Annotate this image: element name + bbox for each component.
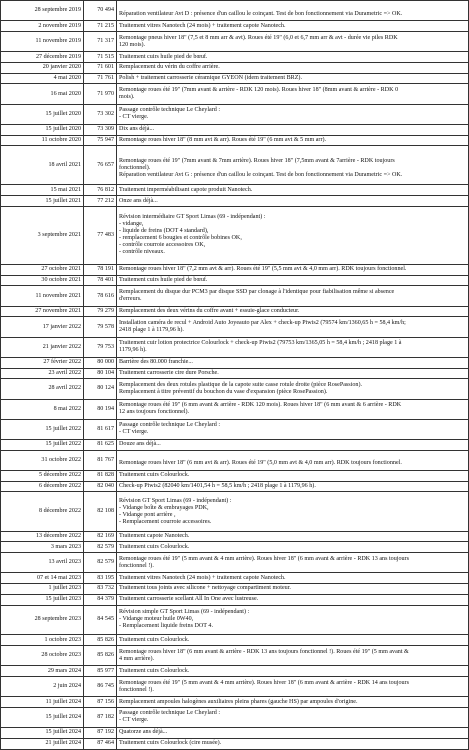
- log-row: [1, 635, 469, 646]
- log-row: [1, 439, 469, 450]
- log-date: 27 octobre 2021: [1, 264, 84, 275]
- log-description-line: Remontage roues été 19" (7mm avant & arrière - RDK 120 mois). Roues hiver 18" (8mm avant & arrière - RDK 0: [119, 87, 399, 94]
- log-description-line: - Vidange pont arrière ,: [119, 511, 176, 518]
- log-mileage: 76 657: [84, 146, 117, 185]
- log-description-line: - Vidange moteur huile 0W40,: [119, 616, 194, 623]
- log-mileage: 79 578: [84, 317, 117, 337]
- log-mileage: 87 156: [84, 697, 117, 708]
- log-mileage: 75 947: [84, 135, 117, 146]
- log-mileage: 80 194: [84, 399, 117, 419]
- log-description-line: Remontage roues été 19" (5 mm avant & 4 mm arrière). Roues hiver 18" (6 mm avant & arrière - RDK 13 ans toujours: [119, 555, 409, 562]
- log-date: 21 juillet 2024: [1, 738, 84, 749]
- log-mileage: 86 745: [84, 676, 117, 696]
- log-description-line: Onze ans déjà...: [119, 197, 158, 204]
- log-mileage: 78 191: [84, 264, 117, 275]
- log-row: [1, 470, 469, 481]
- log-date: 29 mars 2024: [1, 666, 84, 677]
- log-description-line: 4 mm arrière).: [119, 655, 155, 662]
- log-description-line: Remontage roues hiver 18" (8 mm avt & arr). Roues été 19" (6 mm avt & 5 mm arr).: [119, 137, 327, 144]
- log-date: 28 octobre 2023: [1, 645, 84, 665]
- log-row: [1, 264, 469, 275]
- log-row: [1, 337, 469, 357]
- log-description: [117, 419, 469, 439]
- log-date: 13 décembre 2022: [1, 531, 84, 542]
- log-description: [117, 450, 469, 470]
- log-mileage: 77 212: [84, 196, 117, 207]
- log-mileage: 82 108: [84, 492, 117, 531]
- log-mileage: 82 579: [84, 542, 117, 553]
- log-date: 8 mai 2022: [1, 399, 84, 419]
- log-row: [1, 207, 469, 265]
- log-date: 11 novembre 2019: [1, 31, 84, 51]
- log-mileage: 81 625: [84, 439, 117, 450]
- log-mileage: 85 977: [84, 666, 117, 677]
- log-mileage: 79 279: [84, 306, 117, 317]
- log-description-line: Passage contrôle technique Le Cheylard :: [119, 422, 221, 429]
- log-mileage: 84 545: [84, 605, 117, 635]
- log-description-line: Traitement cuir lotion protectrice Colourlock + check-up Piwis2 (79753 km/1365,05 h = 58,4 km/h ; 2418 plage 1 à: [119, 340, 402, 347]
- log-date: 11 octobre 2020: [1, 135, 84, 146]
- log-description-line: - Remplacement liquide freins DOT 4.: [119, 623, 213, 630]
- log-description: [117, 635, 469, 646]
- log-description-line: Remontage pneus hiver 18" (7,5 et 8 mm arr & avt). Roues été 19" (6,0 et 6,7 mm arr & avt - durée vie piles RDK: [119, 34, 398, 41]
- log-mileage: 83 195: [84, 573, 117, 584]
- log-description: [117, 379, 469, 399]
- log-description: [117, 605, 469, 635]
- log-description-line: Réparation ventilateur Avt D : présence d'un caillou le coinçant. Test de bon fonctionnement via Durametric => OK.: [119, 10, 403, 17]
- log-description: [117, 542, 469, 553]
- log-mileage: 82 040: [84, 481, 117, 492]
- log-description-line: Traitement cuirs Colourlock (cire musée).: [119, 740, 222, 747]
- log-description-line: Passage contrôle technique Le Cheylard :: [119, 107, 221, 114]
- log-description: [117, 52, 469, 63]
- log-mileage: 80 000: [84, 357, 117, 368]
- log-description: [117, 594, 469, 605]
- log-date: 28 avril 2022: [1, 379, 84, 399]
- log-description: [117, 21, 469, 32]
- log-description: [117, 666, 469, 677]
- log-row: [1, 368, 469, 379]
- log-description-line: Quatorze ans déjà...: [119, 729, 168, 736]
- log-description: [117, 264, 469, 275]
- log-description: [117, 124, 469, 135]
- log-description-line: Traitement cuirs Colourlock.: [119, 636, 190, 643]
- log-description-line: Révision simple GT Sport Limas (69 - indépendant) :: [119, 609, 250, 616]
- log-row: [1, 124, 469, 135]
- log-description-line: Remontage roues hiver 18" (6 mm avt & arr). Roues été 19" (5,0 mm avt & 4,0 mm arr). RDK toujours fonctionnel.: [119, 460, 402, 467]
- log-description-line: Traitement cuirs Colourlock.: [119, 543, 190, 550]
- log-mileage: 71 215: [84, 21, 117, 32]
- log-row: [1, 542, 469, 553]
- log-date: 20 janvier 2020: [1, 62, 84, 73]
- log-date: 11 novembre 2021: [1, 286, 84, 306]
- log-description-line: Traitement cuirs huile pied de bœuf.: [119, 53, 208, 60]
- log-row: [1, 146, 469, 185]
- log-description: [117, 707, 469, 727]
- log-description: [117, 306, 469, 317]
- log-description-line: Traitement vitres Nanotech (24 mois) + traitement capote Nanotech.: [119, 22, 286, 29]
- log-description-line: - Remplacement courroie accessoires.: [119, 518, 212, 525]
- log-row: [1, 399, 469, 419]
- log-row: [1, 379, 469, 399]
- log-row: [1, 666, 469, 677]
- log-description-line: Traitement cuirs huile pied de bœuf.: [119, 277, 208, 284]
- log-description: [117, 481, 469, 492]
- log-row: [1, 135, 469, 146]
- log-description: [117, 697, 469, 708]
- log-mileage: 71 601: [84, 62, 117, 73]
- log-row: [1, 492, 469, 531]
- log-date: 3 septembre 2021: [1, 207, 84, 265]
- log-description-line: Remontage roues été 19" (5 mm avant & 4 mm arrière). Roues hiver 18" (6 mm avant & arrière - RDK 14 ans toujours: [119, 679, 409, 686]
- log-row: [1, 84, 469, 104]
- log-date: 11 juillet 2024: [1, 697, 84, 708]
- log-description: [117, 286, 469, 306]
- log-description: [117, 645, 469, 665]
- log-row: [1, 645, 469, 665]
- log-date: 5 décembre 2022: [1, 470, 84, 481]
- log-description: [117, 185, 469, 196]
- log-description-line: Remontage roues hiver 18" (6 mm avant & arrière - RDK 13 ans toujours fonctionnel !). Roues été 19" (5 mm avant &: [119, 648, 409, 655]
- log-date: 28 septembre 2019: [1, 1, 84, 21]
- log-description-line: Traitement cuirs Colourlock.: [119, 472, 190, 479]
- log-description-line: Traitement imperméabilisant capote produit Nanotech.: [119, 186, 253, 193]
- log-description-line: Remplacement du vérin du coffre arrière.: [119, 64, 220, 71]
- log-description-line: Remplacement des deux vérins du coffre avant + essuie-glace conducteur.: [119, 308, 300, 315]
- log-date: 15 juillet 2020: [1, 124, 84, 135]
- log-row: [1, 450, 469, 470]
- log-description-line: - Vidange boîte & embrayages PDK,: [119, 504, 209, 511]
- log-date: 15 juillet 2023: [1, 594, 84, 605]
- log-row: [1, 286, 469, 306]
- log-row: [1, 62, 469, 73]
- log-description-line: [119, 4, 466, 11]
- log-mileage: 80 104: [84, 368, 117, 379]
- log-row: [1, 419, 469, 439]
- log-description-line: Dix ans déjà...: [119, 126, 155, 133]
- log-description-line: Remontage roues hiver 18" (7,2 mm avt & arr). Roues été 19" (5,5 mm avt & 4,0 mm arr). RDK toujours fonctionnel.: [119, 266, 407, 273]
- log-row: [1, 707, 469, 727]
- log-description-line: d'erreurs.: [119, 296, 142, 303]
- log-mileage: 71 970: [84, 84, 117, 104]
- log-row: [1, 275, 469, 286]
- log-description-line: fonctionnel !).: [119, 686, 154, 693]
- log-row: [1, 21, 469, 32]
- log-mileage: 71 515: [84, 52, 117, 63]
- log-description-line: - contrôle niveaux.: [119, 249, 165, 256]
- log-description: [117, 676, 469, 696]
- log-row: [1, 481, 469, 492]
- log-mileage: 87 182: [84, 707, 117, 727]
- log-date: 27 décembre 2019: [1, 52, 84, 63]
- log-row: [1, 73, 469, 84]
- log-description-line: Remplacement ampoules halogènes auxiliaires pleins phares (gauche HS) par ampoules d'origine.: [119, 698, 358, 705]
- log-description: [117, 470, 469, 481]
- log-date: 16 mai 2020: [1, 84, 84, 104]
- log-date: 15 juillet 2022: [1, 419, 84, 439]
- log-date: 23 avril 2022: [1, 368, 84, 379]
- log-date: 8 décembre 2022: [1, 492, 84, 531]
- log-date: 2 juin 2024: [1, 676, 84, 696]
- log-mileage: 70 494: [84, 1, 117, 21]
- log-row: [1, 196, 469, 207]
- log-mileage: 71 761: [84, 73, 117, 84]
- log-date: 15 juillet 2020: [1, 104, 84, 124]
- log-description-line: - CT vierge.: [119, 114, 149, 121]
- log-date: 07 et 14 mai 2023: [1, 573, 84, 584]
- log-date: 31 octobre 2022: [1, 450, 84, 470]
- log-description-line: Traitement capote Nanotech.: [119, 532, 190, 539]
- log-mileage: 84 379: [84, 594, 117, 605]
- log-description-line: fonctionnel !).: [119, 562, 154, 569]
- log-mileage: 87 192: [84, 728, 117, 739]
- log-date: 30 octobre 2021: [1, 275, 84, 286]
- log-date: 6 décembre 2022: [1, 481, 84, 492]
- log-description-line: - contrôle courroie accessoires OK,: [119, 242, 206, 249]
- log-date: 1 octobre 2023: [1, 635, 84, 646]
- log-row: [1, 357, 469, 368]
- log-mileage: 73 309: [84, 124, 117, 135]
- log-row: [1, 104, 469, 124]
- log-description-line: Remplacement des deux rotules plastique de la capote suite casse rotule droite (pièce RosePassion).: [119, 381, 362, 388]
- log-description-line: Traitement tous joints avec silicone + nettoyage compartiment moteur.: [119, 585, 291, 592]
- log-row: [1, 697, 469, 708]
- log-date: 28 septembre 2023: [1, 605, 84, 635]
- log-mileage: 78 616: [84, 286, 117, 306]
- log-description: [117, 357, 469, 368]
- log-mileage: 82 579: [84, 553, 117, 573]
- log-description: [117, 337, 469, 357]
- log-description: [117, 573, 469, 584]
- log-mileage: 85 826: [84, 645, 117, 665]
- log-description-line: Traitement vitres Nanotech (24 mois) + traitement capote Nanotech.: [119, 574, 286, 581]
- log-date: 1 juillet 2023: [1, 584, 84, 595]
- log-date: 17 janvier 2022: [1, 317, 84, 337]
- log-mileage: 77 483: [84, 207, 117, 265]
- log-mileage: 79 753: [84, 337, 117, 357]
- log-description-line: Traitement carrosserie cire dure Porsche.: [119, 369, 219, 376]
- maintenance-log-body: [1, 1, 469, 750]
- log-description: [117, 317, 469, 337]
- log-row: [1, 584, 469, 595]
- log-mileage: 81 617: [84, 419, 117, 439]
- log-description: [117, 62, 469, 73]
- log-description-line: Polish + traitement carrosserie céramique GYEON (idem traitement BRZ).: [119, 75, 302, 82]
- log-description-line: Barrière des 80.000 franchie...: [119, 359, 193, 366]
- log-description-line: - liquide de freins (DOT 4 standard),: [119, 228, 209, 235]
- log-date: 15 juillet 2022: [1, 439, 84, 450]
- log-mileage: 85 826: [84, 635, 117, 646]
- log-mileage: 82 169: [84, 531, 117, 542]
- log-description: [117, 553, 469, 573]
- log-row: [1, 31, 469, 51]
- log-row: [1, 573, 469, 584]
- log-description-line: 2418 plage 1 à 1179,96 h).: [119, 327, 184, 334]
- log-date: 27 novembre 2021: [1, 306, 84, 317]
- log-row: [1, 728, 469, 739]
- log-description-line: 1179,96 h).: [119, 347, 147, 354]
- log-description-line: mois).: [119, 94, 135, 101]
- log-mileage: 73 302: [84, 104, 117, 124]
- log-mileage: 81 767: [84, 450, 117, 470]
- log-row: [1, 553, 469, 573]
- log-description-line: Douze ans déjà...: [119, 441, 161, 448]
- log-description: [117, 84, 469, 104]
- log-description: [117, 738, 469, 749]
- log-date: 13 avril 2023: [1, 553, 84, 573]
- log-row: [1, 185, 469, 196]
- log-date: 27 février 2022: [1, 357, 84, 368]
- log-date: 15 juillet 2024: [1, 707, 84, 727]
- log-description: [117, 207, 469, 265]
- log-description: [117, 104, 469, 124]
- log-description-line: Révision GT Sport Limas (69 - indépendant) :: [119, 497, 232, 504]
- log-description-line: - CT vierge.: [119, 429, 149, 436]
- log-mileage: 78 401: [84, 275, 117, 286]
- log-date: 2 novembre 2019: [1, 21, 84, 32]
- log-description-line: Réparation ventilateur Avt G : présence d'un caillou le coinçant. Test de bon fonctionnement via Durametric => OK.: [119, 172, 403, 179]
- log-description-line: Remontage roues été 19" (7mm avant & 7mm arrière). Roues hiver 18" (7,5mm avant & 7arrière - RDK toujours: [119, 158, 395, 165]
- log-description-line: 12 ans toujours fonctionnel).: [119, 409, 190, 416]
- log-date: 21 janvier 2022: [1, 337, 84, 357]
- log-description: [117, 31, 469, 51]
- log-row: [1, 738, 469, 749]
- log-description: [117, 73, 469, 84]
- log-description-line: Check-up Piwis2 (82040 km/1401,54 h = 58,5 km/h ; 2418 plage 1 à 1179,96 h).: [119, 483, 316, 490]
- log-description-line: Installation caméra de recul + Android Auto Joyeauto par Alex + check-up Piwis2 (79574 km/1360,65 h = 58,4 km/h;: [119, 320, 406, 327]
- log-description-line: - remplacement 6 bougies et contrôle bobines OK,: [119, 235, 242, 242]
- log-row: [1, 52, 469, 63]
- log-date: 3 mars 2023: [1, 542, 84, 553]
- log-date: 15 juillet 2021: [1, 196, 84, 207]
- log-row: [1, 594, 469, 605]
- log-date: 4 mai 2020: [1, 73, 84, 84]
- log-description-line: Remontage roues été 19" (6 mm avant & arrière - RDK 120 mois). Roues hiver 18" (6 mm avant & 6 arrière - RDK: [119, 402, 402, 409]
- log-description: [117, 135, 469, 146]
- log-date: 15 juillet 2024: [1, 728, 84, 739]
- log-description-line: Passage contrôle technique Le Cheylard :: [119, 710, 221, 717]
- log-description: [117, 1, 469, 21]
- log-mileage: 71 317: [84, 31, 117, 51]
- log-mileage: 81 828: [84, 470, 117, 481]
- log-row: [1, 317, 469, 337]
- log-description-line: fonctionnel).: [119, 165, 151, 172]
- log-mileage: 87 464: [84, 738, 117, 749]
- log-date: 15 mai 2021: [1, 185, 84, 196]
- log-mileage: 80 124: [84, 379, 117, 399]
- log-description: [117, 728, 469, 739]
- log-description: [117, 368, 469, 379]
- log-description: [117, 584, 469, 595]
- log-description-line: - vidange,: [119, 221, 144, 228]
- log-description: [117, 399, 469, 419]
- log-row: [1, 306, 469, 317]
- log-mileage: 83 732: [84, 584, 117, 595]
- log-description-line: Traitement cuirs Colourlock.: [119, 667, 190, 674]
- log-description-line: Révision intermédiaire GT Sport Limas (69 - indépendant) :: [119, 214, 266, 221]
- log-date: 18 avril 2021: [1, 146, 84, 185]
- log-row: [1, 531, 469, 542]
- log-description-line: Traitement carrosserie scellant All In One avec lustreuse.: [119, 596, 259, 603]
- log-description: [117, 439, 469, 450]
- log-row: [1, 676, 469, 696]
- log-description: [117, 196, 469, 207]
- log-description: [117, 275, 469, 286]
- log-description: [117, 531, 469, 542]
- log-mileage: 76 812: [84, 185, 117, 196]
- log-description-line: Remplacement du disque dur PCM3 par disque SSD par clonage à l'identique pour fiabilisation même si absence: [119, 289, 395, 296]
- log-row: [1, 1, 469, 21]
- log-description-line: 120 mois).: [119, 41, 146, 48]
- log-row: [1, 605, 469, 635]
- log-description-line: - CT vierge.: [119, 717, 149, 724]
- log-description: [117, 146, 469, 185]
- log-description-line: Remplacement à titre préventif du bouchon du vase d'expansion (pièce RosePassion).: [119, 388, 328, 395]
- log-description: [117, 492, 469, 531]
